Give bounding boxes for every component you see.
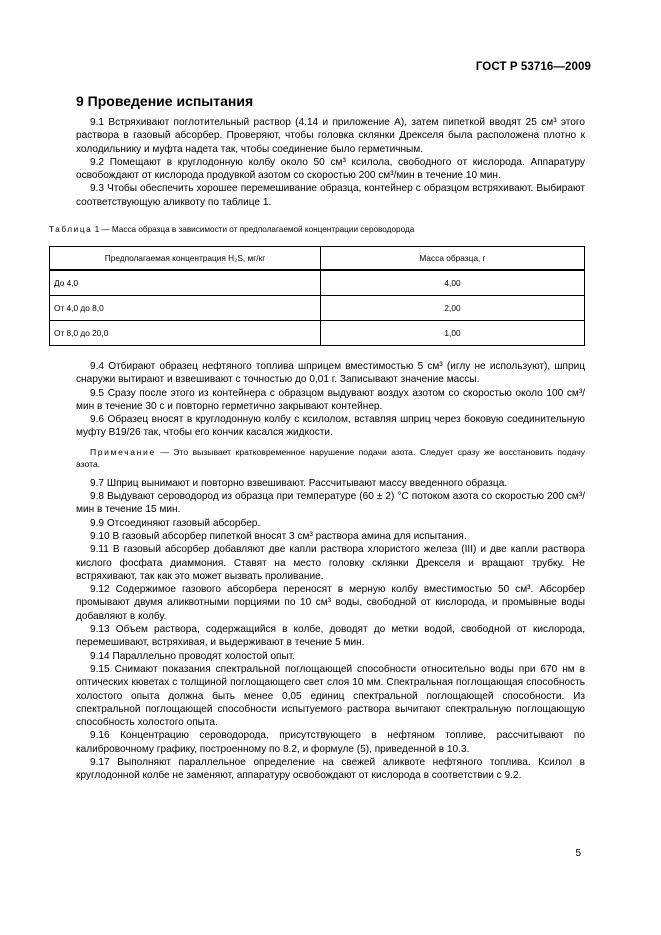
paragraph-9-7: 9.7 Шприц вынимают и повторно взвешивают. Рассчитывают массу введенного образца. [90, 477, 508, 489]
paragraphs-top [76, 116, 585, 209]
paragraph-9-3: 9.3 Чтобы обеспечить хорошее перемешивание образца, контейнер с образцом встряхивают. Выбирают соответствующую аликвоту по таблице 1. [76, 183, 585, 208]
table-cell-mass: 1,00 [321, 321, 585, 346]
paragraph-9-17: 9.17 Выполняют параллельное определение на свежей аликвоте нефтяного топлива. Ксилол в круглодонной колбе не заменяют, аппаратуру освобождают от кислорода в соответствии с 9.2. [76, 757, 585, 782]
note [76, 446, 585, 471]
table-cell-mass: 2,00 [321, 296, 585, 321]
note-text: — Это вызывает кратковременное нарушение подачи азота. Следует сразу же восстановить подачу азота. [76, 446, 586, 470]
paragraph-9-4: 9.4 Отбирают образец нефтяного топлива шприцем вместимостью 5 см³ (иглу не используют), шприц снаружи вытирают и взвешивают с точностью до 0,01 г. Записывают значение массы. [76, 361, 585, 386]
paragraph-9-8: 9.8 Выдувают сероводород из образца при температуре (60 ± 2) °С потоком азота со скоростью 200 см³/мин в течение 15 мин. [76, 491, 585, 516]
paragraph-9-12: 9.12 Содержимое газового абсорбера переносят в мерную колбу вместимостью 50 см³. Абсорбер промывают двумя аликвотными порциями по 10 см³ воды, свободной от кислорода, и промывные воды добавляют в колбу. [76, 584, 585, 622]
note-label: Примечание [90, 446, 156, 457]
paragraph-9-14: 9.14 Параллельно проводят холостой опыт. [90, 650, 296, 662]
table-header-mass: Масса образца, г [321, 247, 585, 271]
table-row [50, 270, 585, 296]
paragraph-9-6: 9.6 Образец вносят в круглодонную колбу с ксилолом, вставляя шприц через боковую соединительную муфту В19/26 так, чтобы его кончик касался жидкости. [76, 414, 585, 439]
paragraph-9-2: 9.2 Помещают в круглодонную колбу около 50 см³ ксилола, свободного от кислорода. Аппаратуру освобождают от кислорода продувкой азотом со скоростью 200 см³/мин в течение 10 мин. [76, 156, 585, 182]
sample-mass-table [49, 246, 585, 346]
paragraph-9-10: 9.10 В газовый абсорбер пипеткой вносят 3 см³ раствора амина для испытания. [90, 530, 467, 542]
paragraph-9-1: 9.1 Встряхивают поглотительный раствор (4.14 и приложение А), затем пипеткой вводят 25 см³ этого раствора в газовый абсорбер. Проверяют, чтобы головка склянки Дрекселя была расположена плотно к холодильнику и муфта надета так, чтобы соединение было герметичным. [76, 117, 585, 155]
table-cell-concentration: До 4,0 [50, 270, 321, 296]
paragraph-9-13: 9.13 Объем раствора, содержащийся в колбе, доводят до метки водой, свободной от кислорода, перемешивают, встряхивая, и выдерживают в течение 5 мин. [76, 624, 585, 649]
table-row [50, 321, 585, 346]
table-cell-mass: 4,00 [321, 270, 585, 296]
table-caption-text: 1 — Масса образца в зависимости от предполагаемой концентрации сероводорода [94, 225, 415, 234]
table-header-row [50, 247, 585, 271]
paragraph-9-15: 9.15 Снимают показания спектральной поглощающей способности относительно воды при 670 нм в оптических кюветах с толщиной поглощающего свет слоя 10 мм. Спектральная поглощающая способность холостого опыта должна быть менее 0,05 единиц спектральной поглощающей способности. Из спектральной поглощающей способности испытуемого раствора вычитают спектральную поглощающую способность холостого опыта. [76, 663, 585, 729]
paragraph-9-5: 9.5 Сразу после этого из контейнера с образцом выдувают воздух азотом со скоростью около 100 см³/мин в течение 30 с и повторно герметично закрывают контейнер. [76, 387, 585, 412]
paragraph-9-11: 9.11 В газовый абсорбер добавляют две капли раствора хлористого железа (III) и две капли раствора кислого фосфата диаммония. Ставят на место головку склянки Дрекселя и вращают трубку. Не встряхивают, так как это может вызвать проливание. [76, 544, 585, 582]
table-cell-concentration: От 4,0 до 8,0 [50, 296, 321, 321]
paragraph-9-16: 9.16 Концентрацию сероводорода, присутствующего в нефтяном топливе, рассчитывают по калибровочному графику, построенному по 8.2, и формуле (5), приведенной в 10.3. [76, 730, 585, 755]
table-row [50, 296, 585, 321]
table-caption-label: Таблица [49, 225, 93, 234]
paragraph-9-9: 9.9 Отсоединяют газовый абсорбер. [90, 517, 261, 529]
table-header-concentration: Предполагаемая концентрация H₂S, мг/кг [50, 247, 321, 271]
table-caption [49, 224, 609, 235]
page-number: 5 [575, 848, 581, 859]
table-cell-concentration: От 8,0 до 20,0 [50, 321, 321, 346]
paragraphs-bottom [76, 360, 585, 783]
section-title: 9 Проведение испытания [76, 93, 254, 109]
standard-header: ГОСТ Р 53716—2009 [475, 61, 591, 73]
